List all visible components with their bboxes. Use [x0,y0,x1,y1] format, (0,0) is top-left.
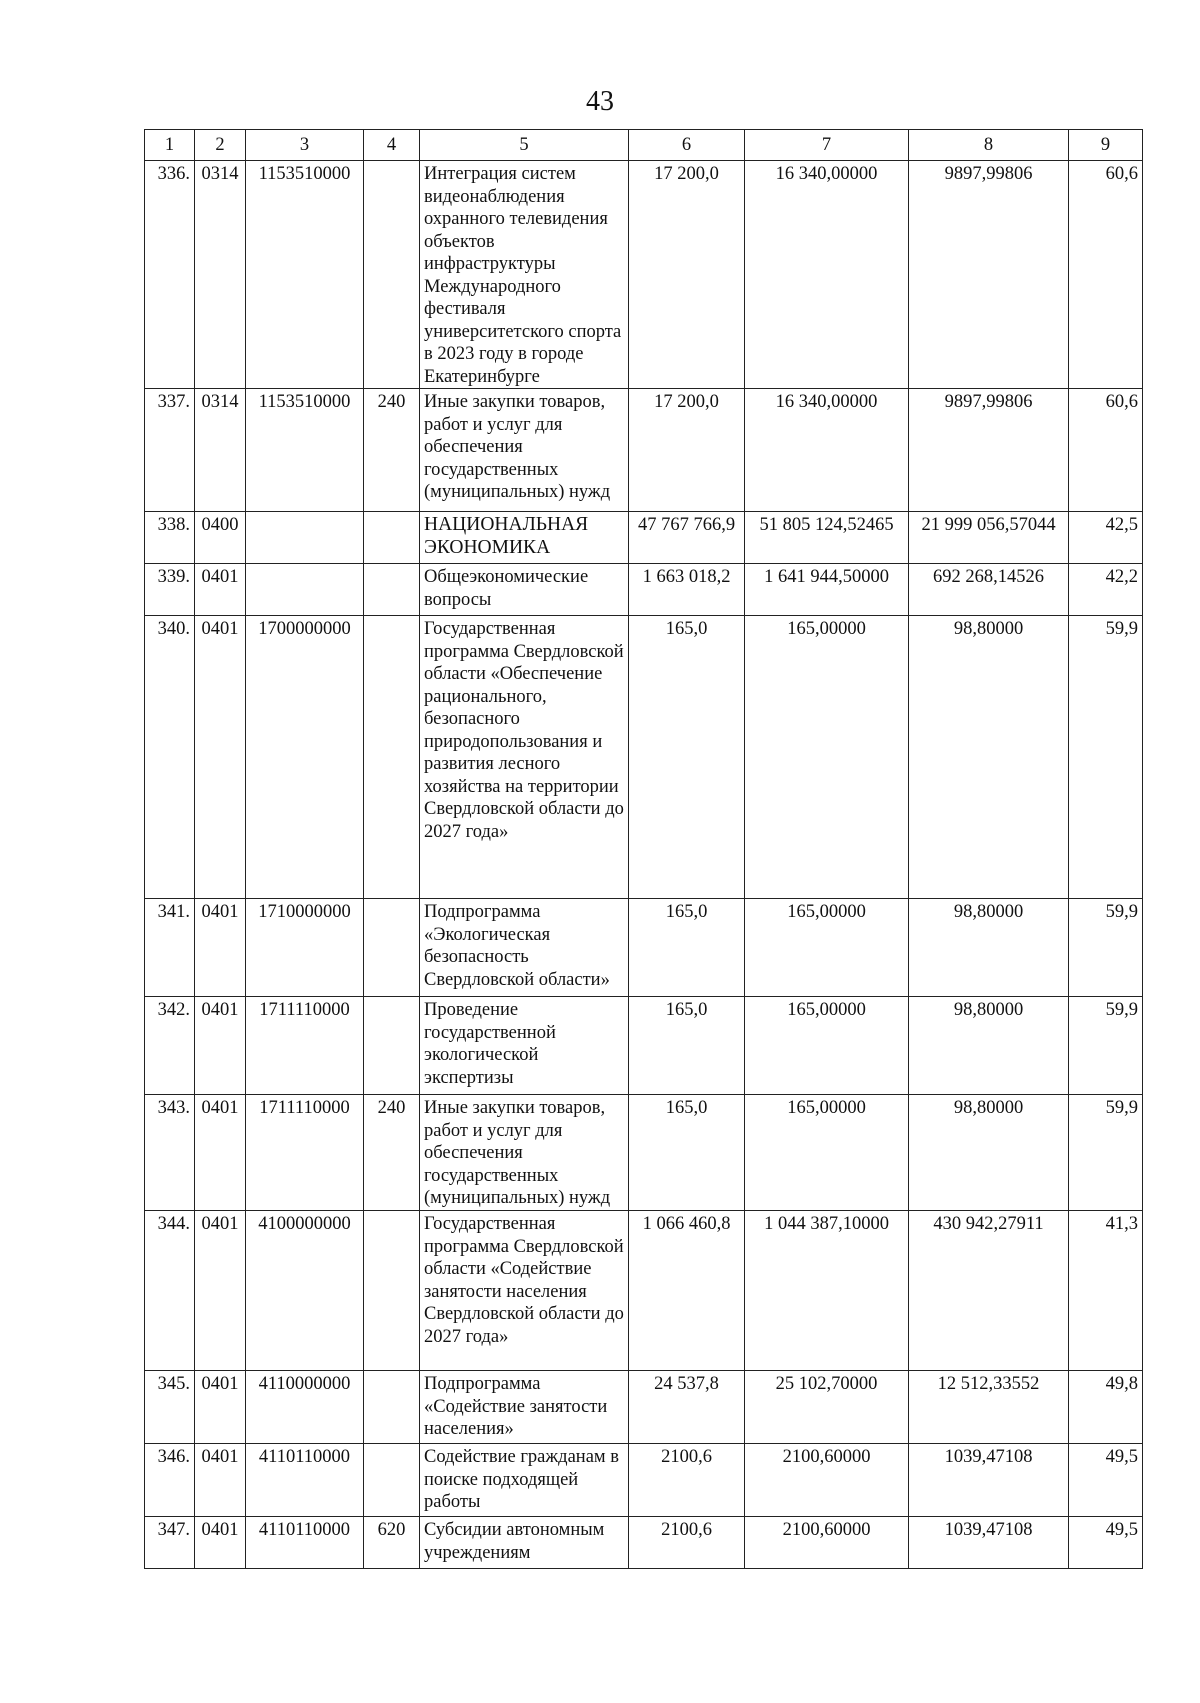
target-article-code: 1153510000 [246,389,364,512]
column-header-6: 6 [629,130,745,161]
expense-type-code: 240 [364,389,420,512]
value-col-9: 42,2 [1069,564,1143,616]
expense-type-code [364,1371,420,1444]
column-header-5: 5 [420,130,629,161]
table-row [145,1095,1143,1211]
row-number: 346. [145,1444,195,1517]
table-row [145,1517,1143,1569]
value-col-9: 60,6 [1069,389,1143,512]
item-name: Содействие гражданам в поиске подходящей работы [420,1444,629,1517]
target-article-code: 1153510000 [246,161,364,389]
expense-type-code [364,997,420,1095]
target-article-code [246,564,364,616]
value-col-6: 165,0 [629,997,745,1095]
expense-type-code: 240 [364,1095,420,1211]
value-col-9: 60,6 [1069,161,1143,389]
target-article-code: 4110000000 [246,1371,364,1444]
value-col-6: 165,0 [629,616,745,899]
page-number: 43 [586,86,614,117]
row-number: 336. [145,161,195,389]
value-col-7: 1 044 387,10000 [745,1211,909,1371]
table-row [145,616,1143,899]
value-col-9: 59,9 [1069,997,1143,1095]
value-col-6: 17 200,0 [629,389,745,512]
value-col-6: 1 663 018,2 [629,564,745,616]
target-article-code: 1711110000 [246,1095,364,1211]
item-name: Интеграция систем видеонаблюдения охранного телевидения объектов инфраструктуры Международного фестиваля университетского спорта в 2023 году в городе Екатеринбурге [420,161,629,389]
section-code: 0401 [195,899,246,997]
value-col-8: 9897,99806 [909,161,1069,389]
row-number: 339. [145,564,195,616]
expense-type-code: 620 [364,1517,420,1569]
table-row [145,899,1143,997]
column-header-8: 8 [909,130,1069,161]
section-code: 0401 [195,1095,246,1211]
column-header-9: 9 [1069,130,1143,161]
table-row [145,389,1143,512]
value-col-6: 1 066 460,8 [629,1211,745,1371]
value-col-9: 59,9 [1069,899,1143,997]
value-col-7: 165,00000 [745,899,909,997]
value-col-9: 59,9 [1069,616,1143,899]
target-article-code: 4100000000 [246,1211,364,1371]
row-number: 343. [145,1095,195,1211]
item-name: Иные закупки товаров, работ и услуг для обеспечения государственных (муниципальных) нужд [420,389,629,512]
value-col-7: 25 102,70000 [745,1371,909,1444]
value-col-6: 2100,6 [629,1517,745,1569]
table-row [145,161,1143,389]
target-article-code: 4110110000 [246,1444,364,1517]
column-header-1: 1 [145,130,195,161]
item-name: Подпрограмма «Экологическая безопасность Свердловской области» [420,899,629,997]
item-name: Подпрограмма «Содействие занятости населения» [420,1371,629,1444]
item-name: Проведение государственной экологической экспертизы [420,997,629,1095]
expense-type-code [364,899,420,997]
value-col-6: 47 767 766,9 [629,512,745,564]
expense-type-code [364,616,420,899]
value-col-8: 98,80000 [909,1095,1069,1211]
row-number: 342. [145,997,195,1095]
row-number: 347. [145,1517,195,1569]
table-row [145,1371,1143,1444]
value-col-7: 51 805 124,52465 [745,512,909,564]
value-col-7: 2100,60000 [745,1517,909,1569]
section-code: 0400 [195,512,246,564]
value-col-9: 49,8 [1069,1371,1143,1444]
section-code: 0401 [195,1444,246,1517]
value-col-8: 21 999 056,57044 [909,512,1069,564]
value-col-9: 59,9 [1069,1095,1143,1211]
value-col-8: 98,80000 [909,899,1069,997]
section-code: 0401 [195,564,246,616]
row-number: 345. [145,1371,195,1444]
value-col-7: 16 340,00000 [745,389,909,512]
section-code: 0314 [195,161,246,389]
table-row [145,997,1143,1095]
section-code: 0314 [195,389,246,512]
budget-table [144,129,1143,1569]
value-col-8: 430 942,27911 [909,1211,1069,1371]
expense-type-code [364,161,420,389]
item-name: НАЦИОНАЛЬНАЯ ЭКОНОМИКА [420,512,629,564]
table-row [145,512,1143,564]
item-name: Государственная программа Свердловской области «Обеспечение рационального, безопасного природопользования и развития лесного хозяйства на территории Свердловской области до 2027 года» [420,616,629,899]
row-number: 344. [145,1211,195,1371]
value-col-7: 1 641 944,50000 [745,564,909,616]
value-col-9: 49,5 [1069,1517,1143,1569]
item-name: Иные закупки товаров, работ и услуг для обеспечения государственных (муниципальных) нужд [420,1095,629,1211]
section-code: 0401 [195,1211,246,1371]
row-number: 341. [145,899,195,997]
value-col-8: 692 268,14526 [909,564,1069,616]
value-col-7: 16 340,00000 [745,161,909,389]
value-col-8: 98,80000 [909,616,1069,899]
column-header-7: 7 [745,130,909,161]
value-col-9: 42,5 [1069,512,1143,564]
column-header-4: 4 [364,130,420,161]
value-col-6: 165,0 [629,1095,745,1211]
target-article-code: 1700000000 [246,616,364,899]
row-number: 337. [145,389,195,512]
row-number: 338. [145,512,195,564]
section-code: 0401 [195,997,246,1095]
value-col-6: 24 537,8 [629,1371,745,1444]
target-article-code [246,512,364,564]
value-col-6: 17 200,0 [629,161,745,389]
expense-type-code [364,1211,420,1371]
value-col-8: 1039,47108 [909,1517,1069,1569]
item-name: Государственная программа Свердловской области «Содействие занятости населения Свердловской области до 2027 года» [420,1211,629,1371]
row-number: 340. [145,616,195,899]
item-name: Общеэкономические вопросы [420,564,629,616]
item-name: Субсидии автономным учреждениям [420,1517,629,1569]
value-col-8: 12 512,33552 [909,1371,1069,1444]
expense-type-code [364,564,420,616]
value-col-6: 165,0 [629,899,745,997]
value-col-8: 98,80000 [909,997,1069,1095]
target-article-code: 4110110000 [246,1517,364,1569]
section-code: 0401 [195,1371,246,1444]
value-col-9: 41,3 [1069,1211,1143,1371]
table-row [145,1211,1143,1371]
value-col-8: 1039,47108 [909,1444,1069,1517]
target-article-code: 1710000000 [246,899,364,997]
table-header-row [145,130,1143,161]
table-row [145,1444,1143,1517]
table-row [145,564,1143,616]
value-col-7: 165,00000 [745,1095,909,1211]
expense-type-code [364,512,420,564]
target-article-code: 1711110000 [246,997,364,1095]
expense-type-code [364,1444,420,1517]
value-col-9: 49,5 [1069,1444,1143,1517]
section-code: 0401 [195,1517,246,1569]
value-col-7: 165,00000 [745,997,909,1095]
section-code: 0401 [195,616,246,899]
value-col-8: 9897,99806 [909,389,1069,512]
column-header-3: 3 [246,130,364,161]
value-col-7: 165,00000 [745,616,909,899]
column-header-2: 2 [195,130,246,161]
value-col-6: 2100,6 [629,1444,745,1517]
value-col-7: 2100,60000 [745,1444,909,1517]
